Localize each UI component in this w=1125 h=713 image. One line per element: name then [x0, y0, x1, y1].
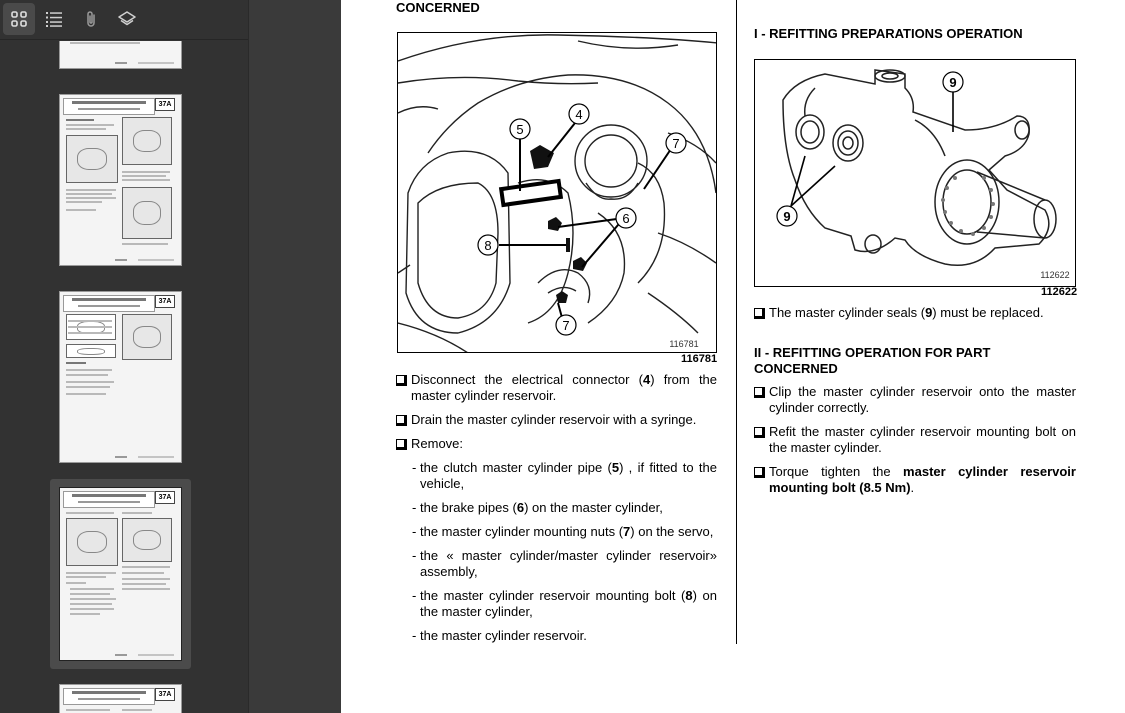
- checkbox-bullet-icon: [396, 375, 405, 384]
- checkbox-bullet-icon: [754, 427, 763, 436]
- page-thumbnail[interactable]: [59, 684, 182, 713]
- item-text: Torque tighten the master cylinder reservoir mounting bolt (8.5 Nm).: [769, 464, 1076, 495]
- attachment-icon: [81, 9, 101, 29]
- thumbnails-button[interactable]: [3, 3, 35, 35]
- thumbnail-badge: 37A: [155, 98, 175, 111]
- outline-button[interactable]: [38, 3, 70, 35]
- dash-mark: -: [412, 588, 417, 603]
- thumbnail-list: [0, 41, 249, 713]
- item-text: Clip the master cylinder reservoir onto the master cylinder correctly.: [769, 384, 1076, 415]
- layers-icon: [117, 9, 137, 29]
- figure-inner-number: 116781: [669, 339, 699, 349]
- callout-7: 7: [672, 136, 680, 151]
- sidebar-toolbar: [0, 0, 249, 40]
- item-text: The master cylinder seals (9) must be replaced.: [769, 305, 1044, 320]
- document-page: [341, 0, 1125, 713]
- right-figure-number: 112622: [1041, 286, 1078, 298]
- callout-6: 6: [622, 211, 630, 226]
- checkbox-bullet-icon: [396, 415, 405, 424]
- page-thumbnail[interactable]: [59, 41, 182, 69]
- callout-9-top: 9: [949, 75, 957, 90]
- page-thumbnail[interactable]: [59, 94, 182, 266]
- layers-button[interactable]: [111, 3, 143, 35]
- outline-icon: [44, 9, 64, 29]
- engine-bay-figure: [397, 32, 717, 353]
- thumbnail-badge: 37A: [155, 295, 175, 308]
- right-heading-2-line2: CONCERNED: [754, 361, 838, 376]
- master-cylinder-figure: [754, 59, 1076, 287]
- thumbnail-badge: 37A: [155, 688, 175, 701]
- right-heading-1: I - REFITTING PREPARATIONS OPERATION: [754, 26, 1023, 41]
- item-text: the brake pipes (6) on the master cylinder,: [420, 500, 663, 515]
- item-text: Drain the master cylinder reservoir with a syringe.: [411, 412, 697, 427]
- dash-mark: -: [412, 524, 417, 539]
- page-thumbnail[interactable]: [59, 291, 182, 463]
- checkbox-bullet-icon: [754, 387, 763, 396]
- item-text: Remove:: [411, 436, 464, 451]
- dash-mark: -: [412, 500, 417, 515]
- callout-9-left: 9: [783, 209, 791, 224]
- figure-inner-number: 112622: [1040, 270, 1070, 280]
- item-text: the « master cylinder/master cylinder reservoir» assembly,: [420, 548, 717, 579]
- left-heading: CONCERNED: [396, 0, 480, 15]
- thumbnails-icon: [9, 9, 29, 29]
- left-figure-number: 116781: [681, 353, 718, 365]
- callout-7b: 7: [562, 318, 570, 333]
- item-text: the clutch master cylinder pipe (5) , if fitted to the vehicle,: [420, 460, 717, 491]
- checkbox-bullet-icon: [754, 308, 763, 317]
- thumbnail-badge: 37A: [155, 491, 175, 504]
- viewer-background: [249, 0, 341, 713]
- item-text: Disconnect the electrical connector (4) from the master cylinder reservoir.: [411, 372, 718, 403]
- column-divider: [736, 0, 737, 644]
- callout-4: 4: [575, 107, 583, 122]
- engine-bay-illustration: [398, 33, 717, 353]
- checkbox-bullet-icon: [754, 467, 763, 476]
- thumbnail-sidebar: [0, 0, 249, 713]
- callout-5: 5: [516, 122, 524, 137]
- dash-mark: -: [412, 628, 417, 643]
- item-text: Refit the master cylinder reservoir mounting bolt on the master cylinder.: [769, 424, 1076, 455]
- checkbox-bullet-icon: [396, 439, 405, 448]
- item-text: the master cylinder mounting nuts (7) on the servo,: [420, 524, 714, 539]
- page-thumbnail-current[interactable]: [59, 487, 182, 661]
- right-heading-2-line1: II - REFITTING OPERATION FOR PART: [754, 345, 991, 360]
- master-cylinder-illustration: [755, 60, 1076, 287]
- attachments-button[interactable]: [75, 3, 107, 35]
- dash-mark: -: [412, 548, 417, 563]
- item-text: the master cylinder reservoir mounting bolt (8) on the master cylinder,: [420, 588, 717, 619]
- dash-mark: -: [412, 460, 417, 475]
- item-text: the master cylinder reservoir.: [420, 628, 587, 643]
- callout-8: 8: [484, 238, 492, 253]
